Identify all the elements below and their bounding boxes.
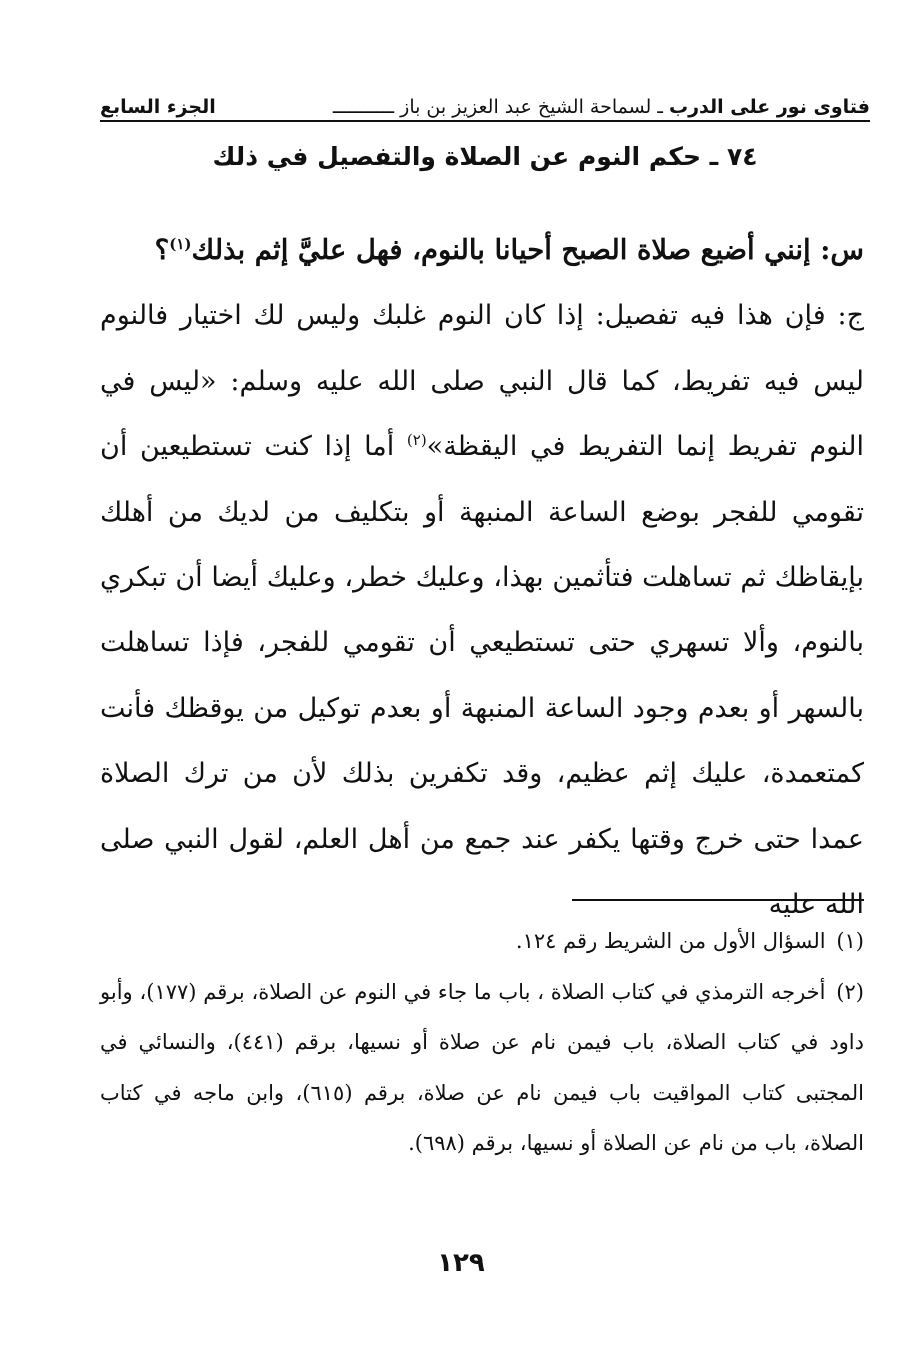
question-footnote-ref: (١) — [169, 234, 192, 253]
answer-text-part1: ج: فإن هذا فيه تفصيل: إذا كان النوم غلبك وليس لك اختيار فالنوم ليس فيه تفريط، كما قال النبي صلى الله عليه وسلم: «ليس في النوم تفريط إنما التفريط في اليقظة» — [100, 300, 864, 463]
footnote-number: (١) — [836, 929, 864, 953]
header-series-title: فتاوى نور على الدرب — [669, 96, 870, 118]
footnote-text: السؤال الأول من الشريط رقم ١٢٤. — [515, 929, 826, 953]
running-header — [100, 84, 870, 122]
answer-text-part2: أما إذا كنت تستطيعين أن تقومي للفجر بوضع الساعة المنبهة أو بتكليف من لديك من أهلك بإيقاظك ثم تساهلت فتأثمين بهذا، وعليك خطر، وعليك أيضا أن تبكري بالنوم، وألا تسهري حتى تستطيعي أن تقومي للفجر، فإذا تساهلت بالسهر أو بعدم وجود الساعة المنبهة أو بعدم توكيل من يوقظك فأنت كمتعمدة، عليك إثم عظيم، وقد تكفرين بذلك لأن من ترك الصلاة عمدا حتى خرج وقتها يكفر عند جمع من أهل العلم، لقول النبي صلى الله عليه — [100, 431, 864, 921]
answer-paragraph — [100, 283, 864, 937]
main-text — [100, 218, 864, 937]
question-text: س: إنني أضيع صلاة الصبح أحيانا بالنوم، فهل عليَّ إثم بذلك — [191, 234, 864, 266]
question-paragraph — [100, 218, 864, 283]
header-volume-group — [100, 96, 216, 118]
footnotes — [100, 916, 864, 1169]
chapter-title: ٧٤ ـ حكم النوم عن الصلاة والتفصيل في ذلك — [212, 142, 758, 171]
answer-footnote-ref: (٢) — [406, 431, 427, 450]
footnote-text: أخرجه الترمذي في كتاب الصلاة ، باب ما جاء في النوم عن الصلاة، برقم (١٧٧)، وأبو داود في كتاب الصلاة، باب فيمن نام عن صلاة أو نسيها، برقم (٤٤١)، والنسائي في المجتبى كتاب المواقيت باب فيمن نام عن صلاة، برقم (٦١٥)، وابن ماجه في كتاب الصلاة، باب من نام عن الصلاة أو نسيها، برقم (٦٩٨). — [100, 979, 864, 1155]
header-series-group — [333, 96, 870, 118]
page-number: ١٢٩ — [437, 1248, 485, 1278]
footnote-1 — [100, 916, 864, 967]
header-volume: الجزء السابع — [100, 96, 216, 118]
footnote-separator — [572, 899, 864, 901]
question-end-mark: ؟ — [154, 234, 170, 266]
footnote-number: (٢) — [836, 979, 864, 1004]
footnote-2 — [100, 967, 864, 1169]
header-author: ـ لسماحة الشيخ عبد العزيز بن باز ـــــــــــ — [332, 96, 663, 118]
